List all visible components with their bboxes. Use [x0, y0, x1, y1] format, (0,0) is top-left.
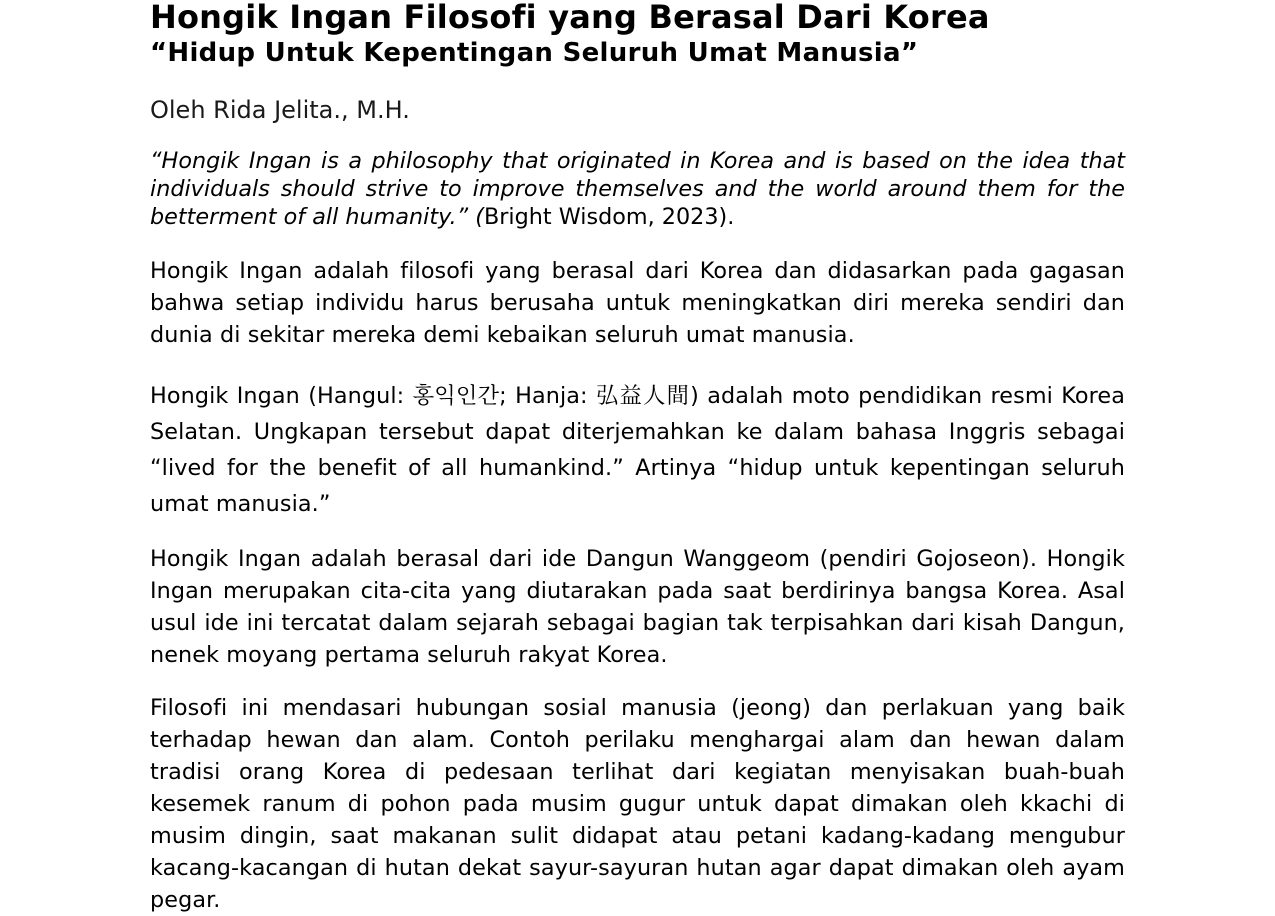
opening-quote — [150, 147, 1125, 231]
document-title: Hongik Ingan Filosofi yang Berasal Dari Korea — [150, 0, 990, 36]
author-line: Oleh Rida Jelita., M.H. — [150, 96, 410, 124]
paragraph-1: Hongik Ingan adalah filosofi yang berasal dari Korea dan didasarkan pada gagasan bahwa setiap individu harus berusaha untuk meningkatkan diri mereka sendiri dan dunia di sekitar mereka demi kebaikan seluruh umat manusia. — [150, 258, 1125, 348]
quote-text: “Hongik Ingan is a philosophy that originated in Korea and is based on the idea that individuals should strive to improve themselves and the world around them for the betterment of all humanity.” ( — [150, 148, 1125, 230]
document-subtitle: “Hidup Untuk Kepentingan Seluruh Umat Manusia” — [150, 38, 919, 68]
paragraph-4: Filosofi ini mendasari hubungan sosial manusia (jeong) dan perlakuan yang baik terhadap hewan dan alam. Contoh perilaku menghargai alam dan hewan dalam tradisi orang Korea di pedesaan terlihat dari kegiatan menyisakan buah-buah kesemek ranum di pohon pada musim gugur untuk dapat dimakan oleh kkachi di musim dingin, saat makanan sulit didapat atau petani kadang-kadang mengubur kacang-kacangan di hutan dekat sayur-sayuran hutan agar dapat dimakan oleh ayam pegar. — [150, 695, 1125, 913]
quote-citation: Bright Wisdom, 2023). — [483, 204, 735, 230]
document-page — [150, 0, 1125, 916]
paragraph-2: Hongik Ingan (Hangul: 홍익인간; Hanja: 弘益人間) adalah moto pendidikan resmi Korea Selatan. Ungkapan tersebut dapat diterjemahkan ke dalam bahasa Inggris sebagai “lived for the benefit of all humankind.” Artinya “hidup untuk kepentingan seluruh umat manusia.” — [150, 383, 1125, 517]
paragraph-3: Hongik Ingan adalah berasal dari ide Dangun Wanggeom (pendiri Gojoseon). Hongik Ingan merupakan cita-cita yang diutarakan pada saat berdirinya bangsa Korea. Asal usul ide ini tercatat dalam sejarah sebagai bagian tak terpisahkan dari kisah Dangun, nenek moyang pertama seluruh rakyat Korea. — [150, 546, 1125, 668]
